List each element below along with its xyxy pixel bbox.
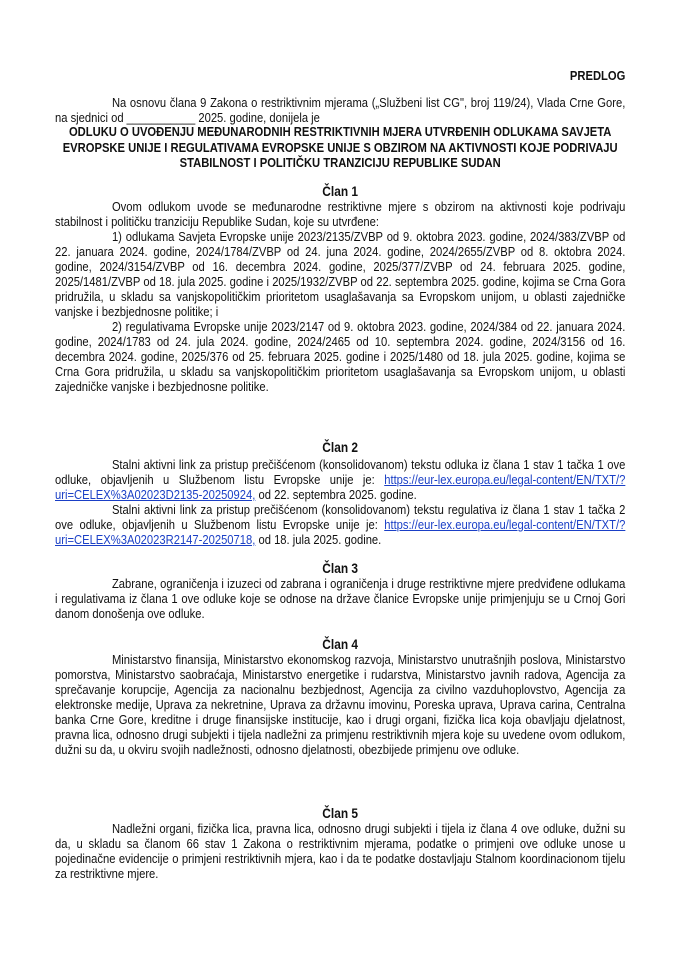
article-paragraph: [55, 457, 625, 502]
eur-lex-link-regulations[interactable]: https://eur-lex.europa.eu/legal-content/EN/TXT/?uri=CELEX%3A02023R2147-20250718,: [55, 517, 626, 547]
article-4: [55, 637, 625, 757]
article-2: [55, 440, 625, 547]
article-paragraph: Nadležni organi, fizička lica, pravna lica, odnosno drugi subjekti i tijela iz člana 4 ove odluke, dužni su da, u skladu sa članom 66 stav 1 Zakona o restriktivnim mjerama, podatke o primjeni ove odluke unose u pojedinačne evidencije o primjeni restriktivnih mjera, kao i da te podatke dostavljaju Stalnom koordinacionom tijelu za restriktivne mjere.: [55, 821, 626, 881]
article-1: [55, 184, 625, 394]
article-heading: Član 2: [322, 439, 359, 455]
article-paragraph: 2) regulativama Evropske unije 2023/2147 od 9. oktobra 2023. godine, 2024/384 od 22. januara 2024. godine, 2024/1783 od 24. jula 2024. godine, 2024/2465 od 10. septembra 2024. godine, 2024/3156 od 16. decembra 2024. godine, 2025/376 od 25. februara 2025. godine i 2025/1480 od 18. jula 2025. godine, kojima se Crna Gora pridružila, u skladu sa vanjskopolitičkim prioritetom usaglašavanja sa Evropskom unijom, u oblasti zajedničke vanjske i bezbjednosne politike.: [55, 319, 626, 394]
preamble: Na osnovu člana 9 Zakona o restriktivnim mjerama („Službeni list CG", broj 119/24), Vlada Crne Gore, na sjednici od ___________ 2025. godine, donijela je: [55, 95, 626, 125]
article-3: [55, 561, 625, 621]
paragraph-text: od 22. septembra 2025. godine.: [255, 487, 417, 502]
decision-title: ODLUKU O UVOĐENJU MEĐUNARODNIH RESTRIKTIVNIH MJERA UTVRĐENIH ODLUKAMA SAVJETA EVROPSKE UNIJE I REGULATIVAMA EVROPSKE UNIJE S OBZIROM NA AKTIVNOSTI KOJE PODRIVAJU STABILNOST I POLITIČKU TRANZICIJU REPUBLIKE SUDAN: [62, 124, 618, 170]
preamble-block: [55, 95, 625, 125]
title-block: [55, 124, 625, 171]
article-heading: Član 5: [322, 805, 359, 821]
article-paragraph: Ovom odlukom uvode se međunarodne restriktivne mjere s obzirom na aktivnosti koje podrivaju stabilnost i političku tranziciju Republike Sudan, koje su utvrđene:: [55, 199, 626, 229]
article-paragraph: Zabrane, ograničenja i izuzeci od zabrana i ograničenja i druge restriktivne mjere predviđene odlukama i regulativama iz člana 1 ove odluke koje se odnose na države članice Evropske unije primjenjuju se u Crnoj Gori danom donošenja ove odluke.: [55, 576, 626, 621]
eur-lex-link-decisions[interactable]: https://eur-lex.europa.eu/legal-content/EN/TXT/?uri=CELEX%3A02023D2135-20250924,: [55, 472, 626, 502]
paragraph-text: Stalni aktivni link za pristup prečišćenom (konsolidovanom) tekstu regulativa iz člana 1 stav 1 tačka 2 ove odluke, objavljenih u Službenom listu Evropske unije je:: [55, 502, 626, 532]
article-heading: Član 4: [322, 636, 359, 652]
article-paragraph: 1) odlukama Savjeta Evropske unije 2023/2135/ZVBP od 9. oktobra 2023. godine, 2024/383/ZVBP od 22. januara 2024. godine, 2024/1784/ZVBP od 24. juna 2024. godine, 2024/2655/ZVBP od 8. oktobra 2024. godine, 2024/3154/ZVBP od 16. decembra 2024. godine, 2025/377/ZVBP od 24. februara 2025. godine, 2025/1481/ZVBP od 18. jula 2025. godine i 2025/1932/ZVBP od 22. septembra 2025. godine, kojima se Crna Gora pridružila, u skladu sa vanjskopolitičkim prioritetom usaglašavanja sa Evropskom unijom, u oblasti zajedničke vanjske i bezbjednosne politike; i: [55, 229, 626, 319]
article-paragraph: [55, 502, 625, 547]
article-heading: Član 1: [322, 183, 359, 199]
paragraph-text: od 18. jula 2025. godine.: [255, 532, 382, 547]
article-5: [55, 806, 625, 881]
paragraph-text: Stalni aktivni link za pristup prečišćenom (konsolidovanom) tekstu odluka iz člana 1 stav 1 tačka 1 ove odluke, objavljenih u Službenom listu Evropske unije je:: [55, 457, 626, 487]
article-paragraph: Ministarstvo finansija, Ministarstvo ekonomskog razvoja, Ministarstvo unutrašnjih poslova, Ministarstvo pomorstva, Ministarstvo saobraćaja, Ministarstvo energetike i rudarstva, Ministarstvo javnih radova, Agencija za sprečavanje korupcije, Agencija za nacionalnu bezbjednost, Agencija za civilno vazduhoplovstvo, Agencija za elektronske medije, Uprava za nekretnine, Uprava za državnu imovinu, Poreska uprava, Uprava carina, Centralna banka Crne Gore, kreditne i druge finansijske institucije, kao i drugi organi, fizička lica koja obavljaju djelatnost, pravna lica, odnosno drugi subjekti i tijela nadležni za primjenu restriktivnih mjera koje su uvedene ovom odlukom, dužni su da, u okviru svojih nadležnosti, odnosno djelatnosti, obezbijede primjenu ove odluke.: [55, 652, 626, 757]
article-heading: Član 3: [322, 560, 359, 576]
draft-label: PREDLOG: [569, 68, 626, 83]
